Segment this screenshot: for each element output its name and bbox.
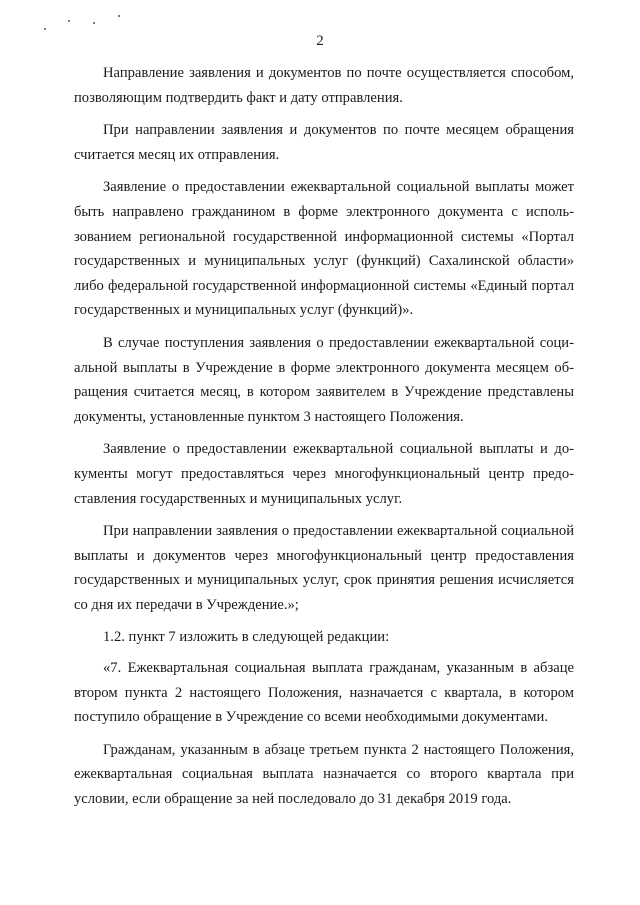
paragraph: Направление заявления и документов по почте осуществляется способом, позволяющим подтвердить факт и дату отправления. <box>74 65 574 106</box>
paragraph: «7. Ежеквартальная социальная выплата гражданам, указанным в абзаце втором пункта 2 настоящего Положения, назначается с квартала, в котором поступило обращение в Учреждение со всеми необходимыми документами. <box>74 660 574 726</box>
paragraph: Заявление о предоставлении ежеквартальной социальной выплаты может быть направлено гражданином в форме электронного документа с использованием региональной государственной информационной системы «Портал государственных и муниципальных услуг (функций) Сахалинской области» либо федеральной государственной информационной системы «Единый портал государственных и муниципальных услуг (функций)». <box>74 179 574 319</box>
scan-artifact <box>118 15 120 17</box>
paragraph: В случае поступления заявления о предоставлении ежеквартальной социальной выплаты в Учреждение в форме электронного документа месяцем обращения считается месяц, в котором заявителем в Учреждение представлены документы, установленные пунктом 3 настоящего Положения. <box>74 334 574 425</box>
paragraph: При направлении заявления и документов по почте месяцем обращения считается месяц их отправления. <box>74 122 574 163</box>
scan-artifact <box>44 28 46 30</box>
scan-artifact <box>68 20 70 22</box>
paragraph: 1.2. пункт 7 изложить в следующей редакции: <box>103 629 390 646</box>
paragraph: При направлении заявления о предоставлении ежеквартальной социальной выплаты и документов через многофункциональный центр предоставления государственных и муниципальных услуг, срок принятия решения исчисляется со дня их передачи в Учреждение.»; <box>74 523 574 613</box>
paragraph: Гражданам, указанным в абзаце третьем пункта 2 настоящего Положения, ежеквартальная социальная выплата назначается со второго квартала при условии, если обращение за ней последовало до 31 декабря 2019 года. <box>74 741 574 808</box>
document-body <box>74 61 574 820</box>
paragraph: Заявление о предоставлении ежеквартальной социальной выплаты и документы могут предоставляться через многофункциональный центр предоставления государственных и муниципальных услуг. <box>74 441 574 507</box>
page-number: 2 <box>316 33 324 49</box>
scan-artifact <box>93 22 95 24</box>
